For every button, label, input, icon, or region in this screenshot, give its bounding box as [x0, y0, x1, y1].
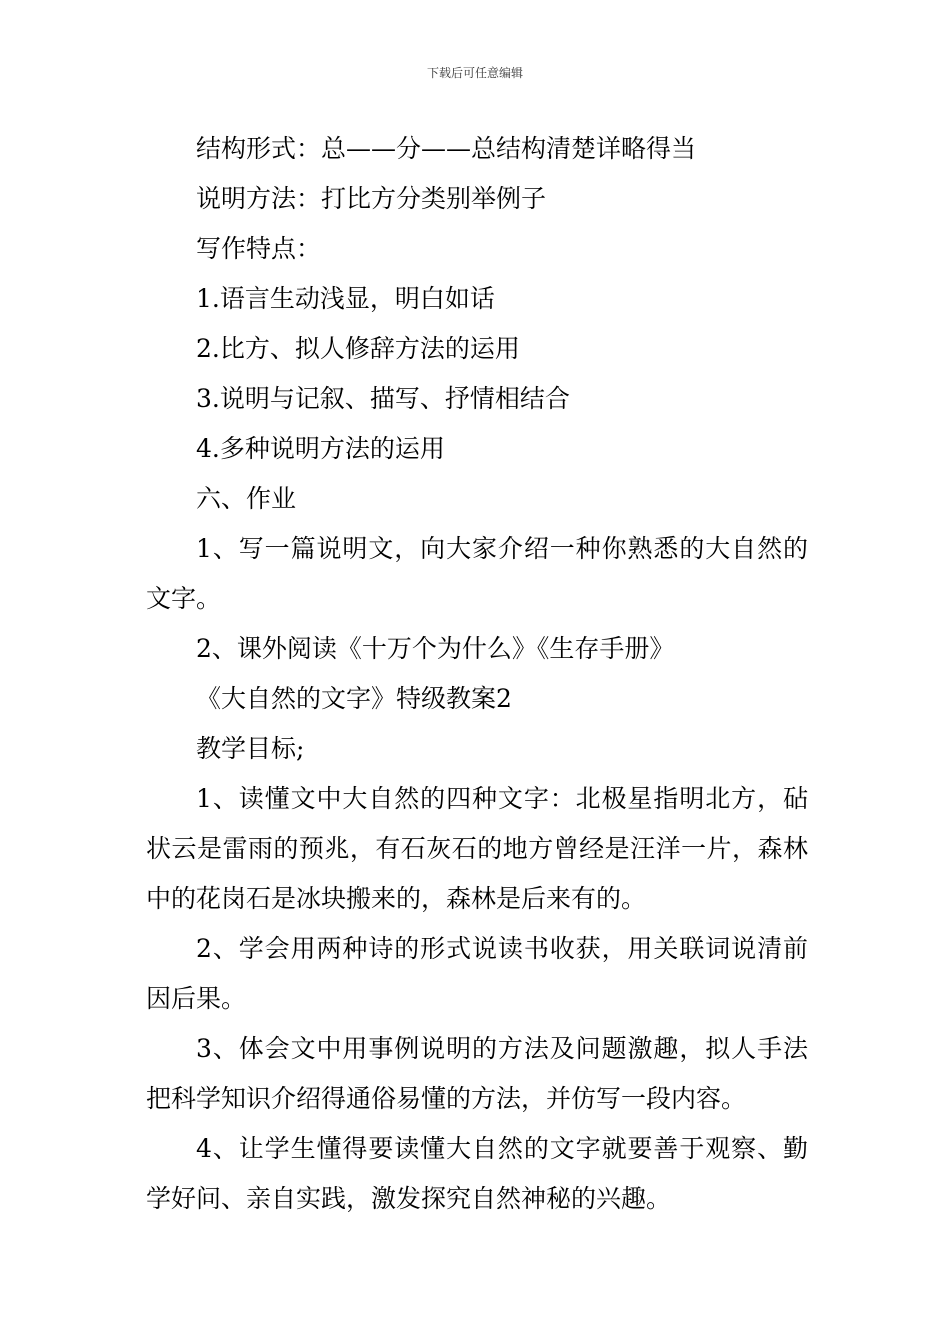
paragraph-objective-1: 1、读懂文中大自然的四种文字：北极星指明北方，砧状云是雷雨的预兆，有石灰石的地方曾经是汪洋一片，森林中的花岗石是冰块搬来的，森林是后来有的。	[146, 784, 808, 913]
paragraph-homework-1: 1、写一篇说明文，向大家介绍一种你熟悉的大自然的文字。	[146, 534, 808, 613]
section-heading-homework: 六、作业	[196, 484, 297, 513]
paragraph-feature-3: 3.说明与记叙、描写、抒情相结合	[196, 384, 570, 413]
document-body	[146, 124, 808, 1224]
page-header: 下载后可任意编辑	[426, 66, 523, 80]
paragraph-homework-2: 2、课外阅读《十万个为什么》《生存手册》	[196, 634, 675, 663]
section-title-lesson-plan: 《大自然的文字》特级教案2	[196, 684, 512, 713]
paragraph-feature-4: 4.多种说明方法的运用	[196, 434, 445, 463]
paragraph-methods: 说明方法：打比方分类别举例子	[196, 184, 547, 213]
paragraph-structure: 结构形式：总——分——总结构清楚详略得当	[196, 134, 697, 163]
paragraph-feature-2: 2.比方、拟人修辞方法的运用	[196, 334, 520, 363]
paragraph-feature-1: 1.语言生动浅显，明白如话	[196, 284, 495, 313]
section-heading-objectives: 教学目标;	[196, 734, 305, 763]
paragraph-objective-4: 4、让学生懂得要读懂大自然的文字就要善于观察、勤学好问、亲自实践，激发探究自然神秘的兴趣。	[146, 1134, 808, 1213]
paragraph-objective-2: 2、学会用两种诗的形式说读书收获，用关联词说清前因后果。	[146, 934, 808, 1013]
paragraph-writing-features: 写作特点：	[196, 234, 322, 263]
paragraph-objective-3: 3、体会文中用事例说明的方法及问题激趣，拟人手法把科学知识介绍得通俗易懂的方法，并仿写一段内容。	[146, 1034, 808, 1113]
